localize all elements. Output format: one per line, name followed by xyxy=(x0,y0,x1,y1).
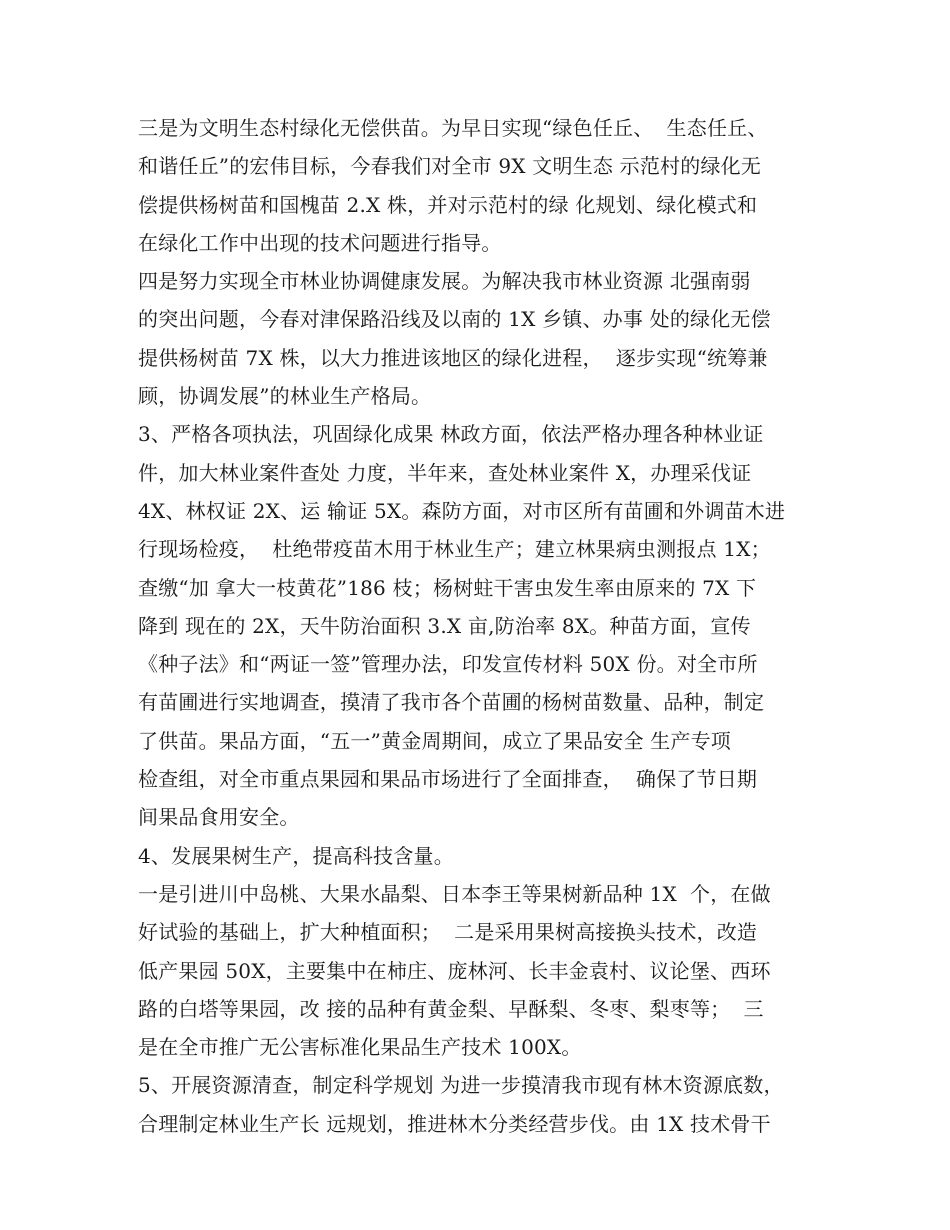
text-line: 的突出问题，今春对津保路沿线及以南的 1X 乡镇、办事 处的绿化无偿 xyxy=(138,307,771,332)
text-line: 偿提供杨树苗和国槐苗 2.X 株，并对示范村的绿 化规划、绿化模式和 xyxy=(138,192,758,217)
text-line: 顾，协调发展”的林业生产格局。 xyxy=(138,384,432,409)
text-line: 间果品食用安全。 xyxy=(138,805,300,830)
text-line: 好试验的基础上，扩大种植面积； 二是采用果树高接换头技术，改造 xyxy=(138,920,758,945)
text-line: 3、严格各项执法，巩固绿化成果 林政方面，依法严格办理各种林业证 xyxy=(138,422,764,447)
text-line: 《种子法》和“两证一签”管理办法，印发宣传材料 50X 份。对全市所 xyxy=(138,652,758,677)
text-line: 4X、林权证 2X、运 输证 5X。森防方面，对市区所有苗圃和外调苗木进 xyxy=(138,498,786,523)
text-line: 路的白塔等果园，改 接的品种有黄金梨、早酥梨、冬枣、梨枣等； 三 xyxy=(138,996,764,1021)
text-line: 有苗圃进行实地调查，摸清了我市各个苗圃的杨树苗数量、品种，制定 xyxy=(138,690,765,715)
text-line: 四是努力实现全市林业协调健康发展。为解决我市林业资源 北强南弱 xyxy=(138,269,751,294)
text-line: 在绿化工作中出现的技术问题进行指导。 xyxy=(138,230,502,255)
text-line: 4、发展果树生产，提高科技含量。 xyxy=(138,843,454,868)
text-line: 行现场检疫， 杜绝带疫苗木用于林业生产；建立林果病虫测报点 1X； xyxy=(138,537,771,562)
text-line: 降到 现在的 2X，天牛防治面积 3.X 亩,防治率 8X。种苗方面，宣传 xyxy=(138,613,751,638)
text-line: 低产果园 50X，主要集中在柿庄、庞林河、长丰金袁村、议论堡、西环 xyxy=(138,958,771,983)
text-line: 是在全市推广无公害标准化果品生产技术 100X。 xyxy=(138,1035,582,1060)
document-body xyxy=(138,109,818,1143)
text-line: 检查组，对全市重点果园和果品市场进行了全面排查， 确保了节日期 xyxy=(138,767,758,792)
text-line: 合理制定林业生产长 远规划，推进林木分类经营步伐。由 1X 技术骨干 xyxy=(138,1111,771,1136)
text-line: 件，加大林业案件查处 力度，半年来，查处林业案件 X，办理采伐证 xyxy=(138,460,752,485)
text-line: 和谐任丘”的宏伟目标，今春我们对全市 9X 文明生态 示范村的绿化无 xyxy=(138,154,762,179)
text-line: 查缴“加 拿大一枝黄花”186 枝；杨树蛀干害虫发生率由原来的 7X 下 xyxy=(138,575,757,600)
text-line: 5、开展资源清查，制定科学规划 为进一步摸清我市现有林木资源底数， xyxy=(138,1073,784,1098)
text-line: 提供杨树苗 7X 株，以大力推进该地区的绿化进程， 逐步实现“统筹兼 xyxy=(138,345,768,370)
text-line: 一是引进川中岛桃、大果水晶梨、日本李王等果树新品种 1X 个，在做 xyxy=(138,881,771,906)
text-line: 三是为文明生态村绿化无偿供苗。为早日实现“绿色任丘、 生态任丘、 xyxy=(138,116,768,140)
text-line: 了供苗。果品方面，“五一”黄金周期间，成立了果品安全 生产专项 xyxy=(138,728,732,753)
